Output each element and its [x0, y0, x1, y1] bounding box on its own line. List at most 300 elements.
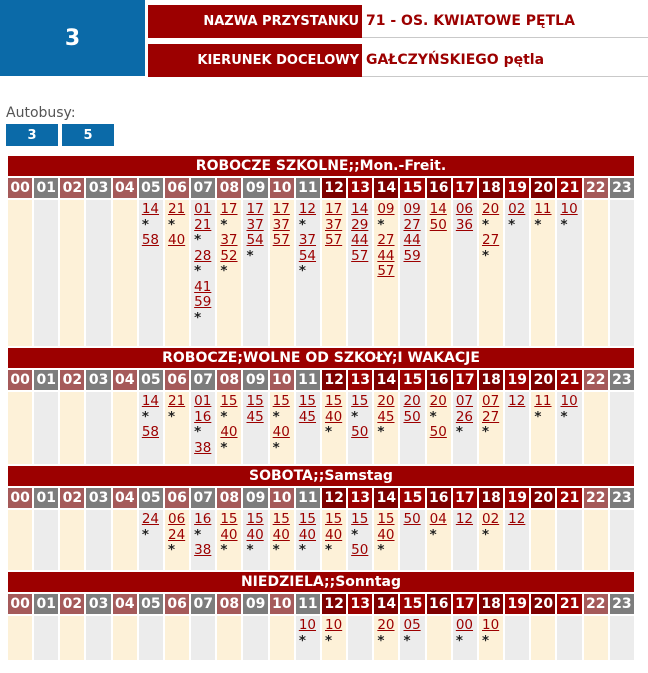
departure-minute-link[interactable]: 40 [298, 526, 317, 543]
minutes-cell [479, 392, 503, 464]
minutes-cell [86, 392, 110, 464]
minutes-row [8, 614, 634, 660]
departure-minute-link[interactable]: 01 [194, 393, 212, 409]
departure-minute-link[interactable]: 07 [455, 393, 474, 409]
hour-cell: 14 [374, 488, 398, 508]
departure-minute-link[interactable]: 45 [246, 408, 264, 425]
departure-minute-link[interactable]: 10 [298, 617, 317, 633]
departure-mark: * [246, 542, 254, 558]
minutes-cell [113, 392, 137, 464]
departure-minute-link[interactable]: 21 [194, 216, 212, 233]
departure-entry [430, 512, 451, 543]
departure-mark: * [508, 216, 516, 233]
departure-entry [220, 512, 241, 528]
departure-minute-link[interactable]: 11 [534, 393, 552, 409]
departure-minute-link[interactable]: 24 [167, 526, 186, 543]
departure-minute-link[interactable]: 37 [220, 232, 238, 248]
minutes-cell [322, 510, 346, 570]
departure-minute-link[interactable]: 15 [351, 511, 369, 527]
hour-cell: 01 [34, 370, 58, 390]
departure-mark: * [141, 408, 149, 425]
departure-minute-link[interactable]: 44 [403, 232, 421, 248]
hour-cell: 19 [505, 178, 529, 198]
minutes-cell [8, 200, 32, 346]
hour-cell: 10 [270, 594, 294, 614]
departure-entry [299, 233, 320, 249]
minutes-cell [139, 616, 163, 660]
departure-entry [194, 202, 215, 218]
departure-minute-link[interactable]: 15 [220, 511, 238, 527]
departure-mark: * [324, 542, 333, 558]
departure-minute-link[interactable]: 50 [429, 424, 447, 440]
departure-minute-link[interactable]: 40 [220, 424, 238, 440]
departure-minute-link[interactable]: 15 [377, 511, 395, 527]
departure-minute-link[interactable]: 37 [298, 232, 317, 248]
minutes-cell [453, 392, 477, 464]
departure-entry [273, 512, 294, 528]
departure-minute-link[interactable]: 15 [246, 511, 264, 527]
minutes-cell [427, 510, 451, 570]
departure-minute-link[interactable]: 27 [377, 232, 395, 248]
minutes-cell [34, 392, 58, 464]
departure-entry [377, 202, 398, 233]
departure-minute-link[interactable]: 02 [508, 201, 526, 217]
departure-entry [325, 528, 346, 559]
departure-minute-link[interactable]: 40 [324, 526, 343, 543]
minutes-cell [348, 616, 372, 660]
minutes-cell [400, 510, 424, 570]
minutes-cell [86, 200, 110, 346]
departure-minute-link[interactable]: 10 [560, 393, 578, 409]
departure-minute-link[interactable]: 17 [246, 201, 264, 217]
departure-minute-link[interactable]: 20 [481, 201, 500, 217]
minutes-cell [348, 392, 372, 464]
departure-minute-link[interactable]: 59 [403, 247, 421, 264]
direction-row [148, 44, 648, 77]
hour-cell: 13 [348, 370, 372, 390]
departure-minute-link[interactable]: 04 [429, 511, 447, 527]
departure-minute-link[interactable]: 44 [377, 247, 395, 264]
departure-entry [246, 233, 267, 264]
hour-cell: 16 [427, 488, 451, 508]
departure-mark: * [194, 424, 202, 440]
hour-cell: 03 [86, 370, 110, 390]
departure-minute-link[interactable]: 20 [403, 393, 421, 409]
departure-minute-link[interactable]: 57 [324, 232, 343, 248]
departure-minute-link[interactable]: 24 [141, 511, 160, 527]
minutes-cell [296, 392, 320, 464]
departure-minute-link[interactable]: 20 [377, 393, 395, 409]
departure-entry [142, 425, 163, 441]
departure-entry [430, 425, 451, 441]
hour-cell: 07 [191, 594, 215, 614]
departure-minute-link[interactable]: 29 [351, 216, 369, 233]
departure-entry [560, 394, 581, 425]
minutes-cell [8, 616, 32, 660]
departure-minute-link[interactable]: 37 [246, 216, 264, 233]
stop-label: NAZWA PRZYSTANKU [148, 5, 362, 38]
departure-mark: * [220, 263, 228, 279]
minutes-cell [8, 392, 32, 464]
minutes-cell [113, 616, 137, 660]
departure-entry [377, 233, 398, 249]
departure-mark: * [272, 439, 280, 456]
direction-name: GAŁCZYŃSKIEGO pętla [362, 44, 648, 77]
departure-minute-link[interactable]: 10 [324, 617, 343, 633]
minutes-cell [505, 392, 529, 464]
departure-mark: * [534, 408, 542, 425]
minutes-cell [270, 616, 294, 660]
departure-minute-link[interactable]: 37 [324, 216, 343, 233]
hour-cell: 16 [427, 594, 451, 614]
minutes-cell [60, 510, 84, 570]
hour-cell: 09 [243, 370, 267, 390]
departure-minute-link[interactable]: 16 [194, 408, 212, 425]
departure-minute-link[interactable]: 15 [246, 393, 264, 409]
departure-minute-link[interactable]: 12 [298, 201, 317, 217]
hour-cell: 23 [610, 594, 634, 614]
departure-minute-link[interactable]: 27 [481, 408, 500, 425]
departure-minute-link[interactable]: 58 [141, 232, 160, 248]
departure-minute-link[interactable]: 14 [429, 201, 447, 217]
departure-minute-link[interactable]: 44 [351, 232, 369, 248]
minutes-cell [531, 200, 555, 346]
hour-cell: 10 [270, 178, 294, 198]
departure-minute-link[interactable]: 02 [481, 511, 500, 527]
minutes-cell [296, 510, 320, 570]
departure-entry [220, 394, 241, 425]
stop-row [148, 5, 648, 38]
departure-entry [403, 249, 424, 265]
departure-entry [508, 202, 529, 233]
schedule-section [8, 156, 634, 346]
departure-minute-link[interactable]: 17 [220, 201, 238, 217]
minutes-cell [139, 510, 163, 570]
departure-entry [246, 218, 267, 234]
minutes-cell [584, 616, 608, 660]
minutes-cell [610, 510, 634, 570]
hour-cell: 16 [427, 178, 451, 198]
departure-minute-link[interactable]: 06 [455, 201, 474, 217]
departure-minute-link[interactable]: 54 [246, 232, 264, 248]
departure-entry [273, 202, 294, 218]
departure-minute-link[interactable]: 16 [194, 511, 212, 527]
departure-mark: * [429, 526, 437, 543]
minutes-cell [60, 200, 84, 346]
hour-cell: 11 [296, 178, 320, 198]
departure-entry [299, 202, 320, 233]
hour-cell: 05 [139, 488, 163, 508]
departure-minute-link[interactable]: 14 [351, 201, 369, 217]
departure-entry [403, 218, 424, 234]
departure-minute-link[interactable]: 15 [298, 511, 317, 527]
bus-button-3[interactable]: 3 [6, 124, 58, 146]
departure-minute-link[interactable]: 14 [141, 393, 160, 409]
hour-cell: 04 [113, 178, 137, 198]
hour-cell: 01 [34, 178, 58, 198]
departure-entry [220, 425, 241, 456]
hour-cell: 13 [348, 488, 372, 508]
hour-cell: 05 [139, 594, 163, 614]
departure-entry [482, 410, 503, 441]
departure-minute-link[interactable]: 27 [403, 216, 421, 233]
departure-entry [325, 218, 346, 234]
hour-cell: 22 [584, 488, 608, 508]
departure-minute-link[interactable]: 27 [481, 232, 500, 248]
departure-mark: * [194, 263, 202, 279]
minutes-cell [557, 200, 581, 346]
departure-minute-link[interactable]: 05 [403, 617, 421, 633]
hour-cell: 11 [296, 594, 320, 614]
hours-row [8, 368, 634, 390]
departure-minute-link[interactable]: 17 [324, 201, 343, 217]
departure-entry [456, 202, 477, 218]
minutes-cell [374, 392, 398, 464]
departure-mark: * [246, 247, 254, 264]
departure-mark: * [298, 263, 306, 279]
departure-minute-link[interactable]: 50 [403, 408, 421, 425]
hour-cell: 12 [322, 488, 346, 508]
departure-mark: * [220, 439, 228, 456]
departure-minute-link[interactable]: 40 [272, 424, 290, 440]
minutes-cell [322, 616, 346, 660]
hour-cell: 06 [165, 178, 189, 198]
minutes-cell [139, 392, 163, 464]
hour-cell: 17 [453, 594, 477, 614]
departure-minute-link[interactable]: 50 [351, 424, 369, 440]
departure-minute-link[interactable]: 36 [455, 216, 474, 233]
departure-entry [142, 233, 163, 249]
departure-minute-link[interactable]: 15 [272, 393, 290, 409]
departure-mark: * [403, 632, 411, 649]
minutes-cell [243, 616, 267, 660]
departure-mark: * [377, 632, 385, 649]
departure-entry [246, 394, 267, 410]
hour-cell: 02 [60, 594, 84, 614]
departure-minute-link[interactable]: 38 [194, 542, 212, 558]
minutes-cell [165, 616, 189, 660]
minutes-cell [296, 200, 320, 346]
hour-cell: 00 [8, 370, 32, 390]
departure-entry [220, 233, 241, 249]
departure-entry [299, 512, 320, 528]
departure-entry [351, 394, 372, 425]
hour-cell: 08 [217, 178, 241, 198]
departure-minute-link[interactable]: 20 [429, 393, 447, 409]
departure-mark: * [298, 632, 306, 649]
departure-minute-link[interactable]: 15 [324, 511, 343, 527]
departure-minute-link[interactable]: 45 [298, 408, 317, 425]
departure-minute-link[interactable]: 11 [534, 201, 552, 217]
minutes-cell [34, 616, 58, 660]
hour-cell: 10 [270, 370, 294, 390]
hour-cell: 15 [400, 594, 424, 614]
departure-minute-link[interactable]: 45 [377, 408, 395, 425]
hour-cell: 17 [453, 370, 477, 390]
departure-minute-link[interactable]: 37 [272, 216, 290, 233]
minutes-cell [453, 200, 477, 346]
hour-cell: 05 [139, 370, 163, 390]
hour-cell: 01 [34, 488, 58, 508]
departure-mark: * [167, 216, 176, 233]
hour-cell: 00 [8, 488, 32, 508]
hour-cell: 18 [479, 370, 503, 390]
hour-cell: 21 [557, 178, 581, 198]
hour-cell: 23 [610, 178, 634, 198]
departure-minute-link[interactable]: 41 [194, 278, 212, 295]
departure-minute-link[interactable]: 40 [246, 526, 264, 543]
departure-minute-link[interactable]: 15 [272, 511, 290, 527]
minutes-cell [479, 200, 503, 346]
departure-mark: * [481, 216, 490, 233]
departure-minute-link[interactable]: 15 [324, 393, 343, 409]
departure-entry [299, 249, 320, 280]
departure-entry [351, 425, 372, 441]
departure-entry [377, 394, 398, 410]
hour-cell: 11 [296, 488, 320, 508]
departure-entry [534, 202, 555, 233]
hour-cell: 18 [479, 178, 503, 198]
departure-mark: * [377, 542, 385, 558]
departure-entry [194, 512, 215, 543]
departure-entry [403, 410, 424, 426]
departure-minute-link[interactable]: 09 [377, 201, 395, 217]
departure-minute-link[interactable]: 57 [272, 232, 290, 248]
departure-minute-link[interactable]: 57 [377, 263, 395, 279]
departure-minute-link[interactable]: 00 [455, 617, 474, 633]
departure-minute-link[interactable]: 14 [141, 201, 160, 217]
departure-minute-link[interactable]: 21 [167, 201, 186, 217]
hour-cell: 19 [505, 594, 529, 614]
departure-minute-link[interactable]: 09 [403, 201, 421, 217]
departure-entry [220, 528, 241, 559]
departure-minute-link[interactable]: 38 [194, 439, 212, 456]
minutes-cell [60, 616, 84, 660]
hour-cell: 20 [531, 594, 555, 614]
hour-cell: 15 [400, 370, 424, 390]
hour-cell: 19 [505, 488, 529, 508]
departure-minute-link[interactable]: 12 [455, 511, 474, 527]
hour-cell: 12 [322, 178, 346, 198]
departure-entry [351, 218, 372, 234]
schedule-title: ROBOCZE SZKOLNE;;Mon.-Freit. [8, 156, 634, 176]
departure-minute-link[interactable]: 12 [508, 393, 526, 409]
hour-cell: 20 [531, 178, 555, 198]
departure-minute-link[interactable]: 40 [272, 526, 290, 543]
departure-minute-link[interactable]: 28 [194, 247, 212, 264]
hour-cell: 21 [557, 370, 581, 390]
minutes-cell [86, 510, 110, 570]
departure-minute-link[interactable]: 50 [351, 542, 369, 558]
hour-cell: 03 [86, 488, 110, 508]
departure-minute-link[interactable]: 07 [481, 393, 500, 409]
minutes-cell [348, 510, 372, 570]
departure-entry [220, 202, 241, 233]
departure-entry [299, 410, 320, 426]
departure-minute-link[interactable]: 17 [272, 201, 290, 217]
schedule-section [8, 572, 634, 660]
minutes-cell [322, 392, 346, 464]
departure-entry [273, 233, 294, 249]
departure-minute-link[interactable]: 54 [298, 247, 317, 264]
departure-minute-link[interactable]: 57 [351, 247, 369, 264]
hour-cell: 07 [191, 178, 215, 198]
departure-entry [168, 233, 189, 249]
departure-entry [299, 618, 320, 649]
minutes-cell [453, 510, 477, 570]
departure-minute-link[interactable]: 20 [377, 617, 395, 633]
departure-minute-link[interactable]: 40 [377, 526, 395, 543]
departure-entry [142, 394, 163, 425]
minutes-cell [191, 200, 215, 346]
departure-minute-link[interactable]: 26 [455, 408, 474, 425]
departure-entry [430, 218, 451, 234]
departure-minute-link[interactable]: 06 [167, 511, 186, 527]
departure-minute-link[interactable]: 50 [403, 511, 421, 527]
departure-minute-link[interactable]: 40 [167, 232, 186, 248]
departure-mark: * [194, 309, 202, 326]
line-number-box [0, 0, 145, 76]
bus-button-5[interactable]: 5 [62, 124, 114, 146]
departure-entry [168, 394, 189, 425]
hours-row [8, 176, 634, 198]
hour-cell: 02 [60, 488, 84, 508]
departure-minute-link[interactable]: 59 [194, 294, 212, 310]
departure-mark: * [141, 216, 149, 233]
hour-cell: 21 [557, 594, 581, 614]
departure-minute-link[interactable]: 58 [141, 424, 160, 440]
departure-entry [194, 249, 215, 280]
minutes-cell [610, 616, 634, 660]
minutes-cell [557, 392, 581, 464]
departure-mark: * [194, 526, 202, 543]
minutes-cell [374, 200, 398, 346]
departure-entry [377, 410, 398, 441]
departure-minute-link[interactable]: 15 [351, 393, 369, 409]
departure-entry [430, 394, 451, 425]
hour-cell: 00 [8, 594, 32, 614]
departure-minute-link[interactable]: 15 [298, 393, 317, 409]
departure-minute-link[interactable]: 10 [560, 201, 578, 217]
departure-entry [246, 528, 267, 559]
departure-entry [142, 512, 163, 543]
schedule-title: NIEDZIELA;;Sonntag [8, 572, 634, 592]
departure-minute-link[interactable]: 10 [481, 617, 500, 633]
departure-minute-link[interactable]: 21 [167, 393, 186, 409]
minutes-cell [584, 510, 608, 570]
minutes-cell [427, 200, 451, 346]
departure-minute-link[interactable]: 12 [508, 511, 526, 527]
departure-minute-link[interactable]: 15 [220, 393, 238, 409]
hour-cell: 08 [217, 488, 241, 508]
stop-name: 71 - OS. KWIATOWE PĘTLA [362, 5, 648, 38]
hour-cell: 12 [322, 370, 346, 390]
minutes-cell [374, 510, 398, 570]
departure-entry [456, 618, 477, 649]
departure-mark: * [560, 408, 568, 425]
departure-minute-link[interactable]: 40 [220, 526, 238, 543]
departure-minute-link[interactable]: 52 [220, 247, 238, 264]
schedule-title: ROBOCZE;WOLNE OD SZKOŁY;I WAKACJE [8, 348, 634, 368]
departure-entry [377, 528, 398, 559]
departure-minute-link[interactable]: 50 [429, 216, 447, 233]
departure-mark: * [324, 424, 333, 440]
hour-cell: 14 [374, 370, 398, 390]
departure-minute-link[interactable]: 01 [194, 201, 212, 217]
hour-cell: 18 [479, 488, 503, 508]
departure-minute-link[interactable]: 40 [324, 408, 343, 425]
hour-cell: 10 [270, 488, 294, 508]
